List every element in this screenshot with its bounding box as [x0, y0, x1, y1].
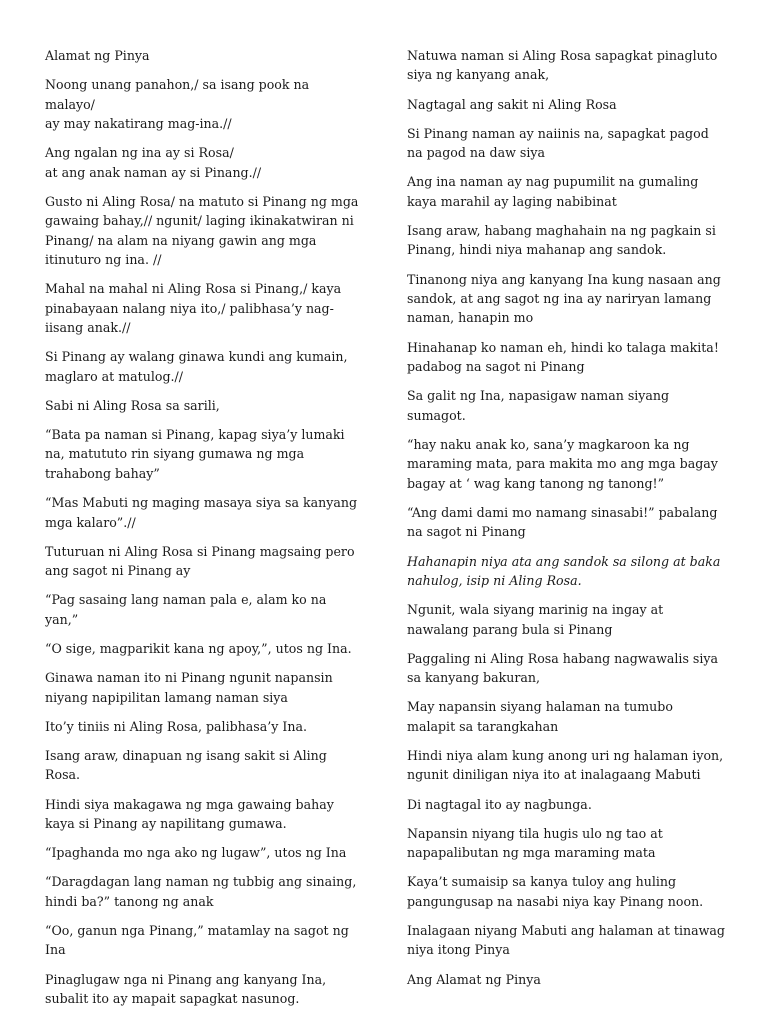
- paragraph: Natuwa naman si Aling Rosa sapagkat pinagluto siya ng kanyang anak,: [407, 48, 718, 83]
- paragraph: Ginawa naman ito ni Pinang ngunit napansin niyang napipilitan lamang naman siya: [45, 670, 333, 705]
- paragraph: Nagtagal ang sakit ni Aling Rosa: [407, 96, 617, 112]
- paragraph: “O sige, magparikit kana ng apoy,”, utos ng Ina.: [45, 640, 352, 656]
- paragraph: “Bata pa naman si Pinang, kapag siya’y lumaki na, matututo rin siyang gumawa ng mga trahabong bahay”: [45, 427, 345, 481]
- paragraph: Hindi siya makagawa ng mga gawaing bahay kaya si Pinang ay napilitang gumawa.: [45, 796, 334, 831]
- paragraph: Di nagtagal ito ay nagbunga.: [407, 796, 592, 812]
- paragraph: Gusto ni Aling Rosa/ na matuto si Pinang ng mga gawaing bahay,// ngunit/ laging ikinakatwiran ni Pinang/ na alam na niyang gawin ang mga itinuturo ng ina. //: [45, 193, 359, 268]
- paragraph: Tuturuan ni Aling Rosa si Pinang magsaing pero ang sagot ni Pinang ay: [45, 543, 355, 579]
- paragraph: Isang araw, dinapuan ng isang sakit si Aling Rosa.: [45, 747, 327, 783]
- paragraph: “Pag sasaing lang naman pala e, alam ko na yan,”: [45, 592, 327, 627]
- paragraph: Isang araw, habang maghahain na ng pagkain si Pinang, hindi niya mahanap ang sandok.: [407, 223, 716, 258]
- paragraph: Ang Alamat ng Pinya: [407, 971, 541, 987]
- paragraph: “Oo, ganun nga Pinang,” matamlay na sagot ng Ina: [45, 922, 349, 958]
- paragraph: Inalagaan niyang Mabuti ang halaman at tinawag niya itong Pinya: [407, 922, 725, 958]
- paragraph: Si Pinang ay walang ginawa kundi ang kumain, maglaro at matulog.//: [45, 349, 348, 384]
- paragraph: “hay naku anak ko, sana’y magkaroon ka ng maraming mata, para makita mo ang mga bagay bagay at ‘ wag kang tanong ng tanong!”: [407, 436, 718, 491]
- left-column: [45, 46, 363, 1018]
- paragraph: Ang ngalan ng ina ay si Rosa/ at ang anak naman ay si Pinang.//: [45, 145, 262, 180]
- paragraph: Hinahanap ko naman eh, hindi ko talaga makita! padabog na sagot ni Pinang: [407, 339, 719, 375]
- paragraph: Sabi ni Aling Rosa sa sarili,: [45, 397, 220, 413]
- paragraph: Alamat ng Pinya: [45, 48, 150, 63]
- paragraph: “Ipaghanda mo nga ako ng lugaw”, utos ng Ina: [45, 845, 347, 861]
- paragraph: Ang ina naman ay nag pupumilit na gumaling kaya marahil ay laging nabibinat: [407, 174, 699, 209]
- paragraph: Sa galit ng Ina, napasigaw naman siyang sumagot.: [407, 388, 670, 423]
- paragraph: “Mas Mabuti ng maging masaya siya sa kanyang mga kalaro”.//: [45, 495, 358, 530]
- paragraph: May napansin siyang halaman na tumubo malapit sa tarangkahan: [407, 699, 673, 734]
- paragraph: Kaya’t sumaisip sa kanya tuloy ang huling pangungusap na nasabi niya kay Pinang noon.: [407, 874, 704, 909]
- paragraph: Napansin niyang tila hugis ulo ng tao at napapalibutan ng mga maraming mata: [407, 825, 663, 861]
- paragraph: Ngunit, wala siyang marinig na ingay at nawalang parang bula si Pinang: [407, 602, 664, 637]
- paragraph: Mahal na mahal ni Aling Rosa si Pinang,/ kaya pinabayaan nalang niya ito,/ palibhasa’y nag-iisang anak.//: [45, 281, 342, 336]
- right-column: [407, 46, 725, 999]
- paragraph: Tinanong niya ang kanyang Ina kung nasaan ang sandok, at ang sagot ng ina ay nariryan lamang naman, hanapin mo: [407, 271, 721, 326]
- paragraph: Hindi niya alam kung anong uri ng halaman iyon, ngunit diniligan niya ito at inalagaang Mabuti: [407, 747, 724, 783]
- paragraph: Noong unang panahon,/ sa isang pook na malayo/ ay may nakatirang mag-ina.//: [45, 77, 310, 132]
- paragraph: Si Pinang naman ay naiinis na, sapagkat pagod na pagod na daw siya: [407, 125, 709, 161]
- paragraph: “Daragdagan lang naman ng tubbig ang sinaing, hindi ba?” tanong ng anak: [45, 874, 357, 909]
- paragraph: Pinaglugaw nga ni Pinang ang kanyang Ina, subalit ito ay mapait sapagkat nasunog.: [45, 971, 327, 1006]
- italic-paragraph: Hahanapin niya ata ang sandok sa silong at baka nahulog, isip ni Aling Rosa.: [407, 553, 721, 588]
- paragraph: Paggaling ni Aling Rosa habang nagwawalis siya sa kanyang bakuran,: [407, 650, 719, 686]
- paragraph: Ito’y tiniis ni Aling Rosa, palibhasa’y Ina.: [45, 718, 307, 734]
- paragraph: “Ang dami dami mo namang sinasabi!” pabalang na sagot ni Pinang: [407, 504, 718, 540]
